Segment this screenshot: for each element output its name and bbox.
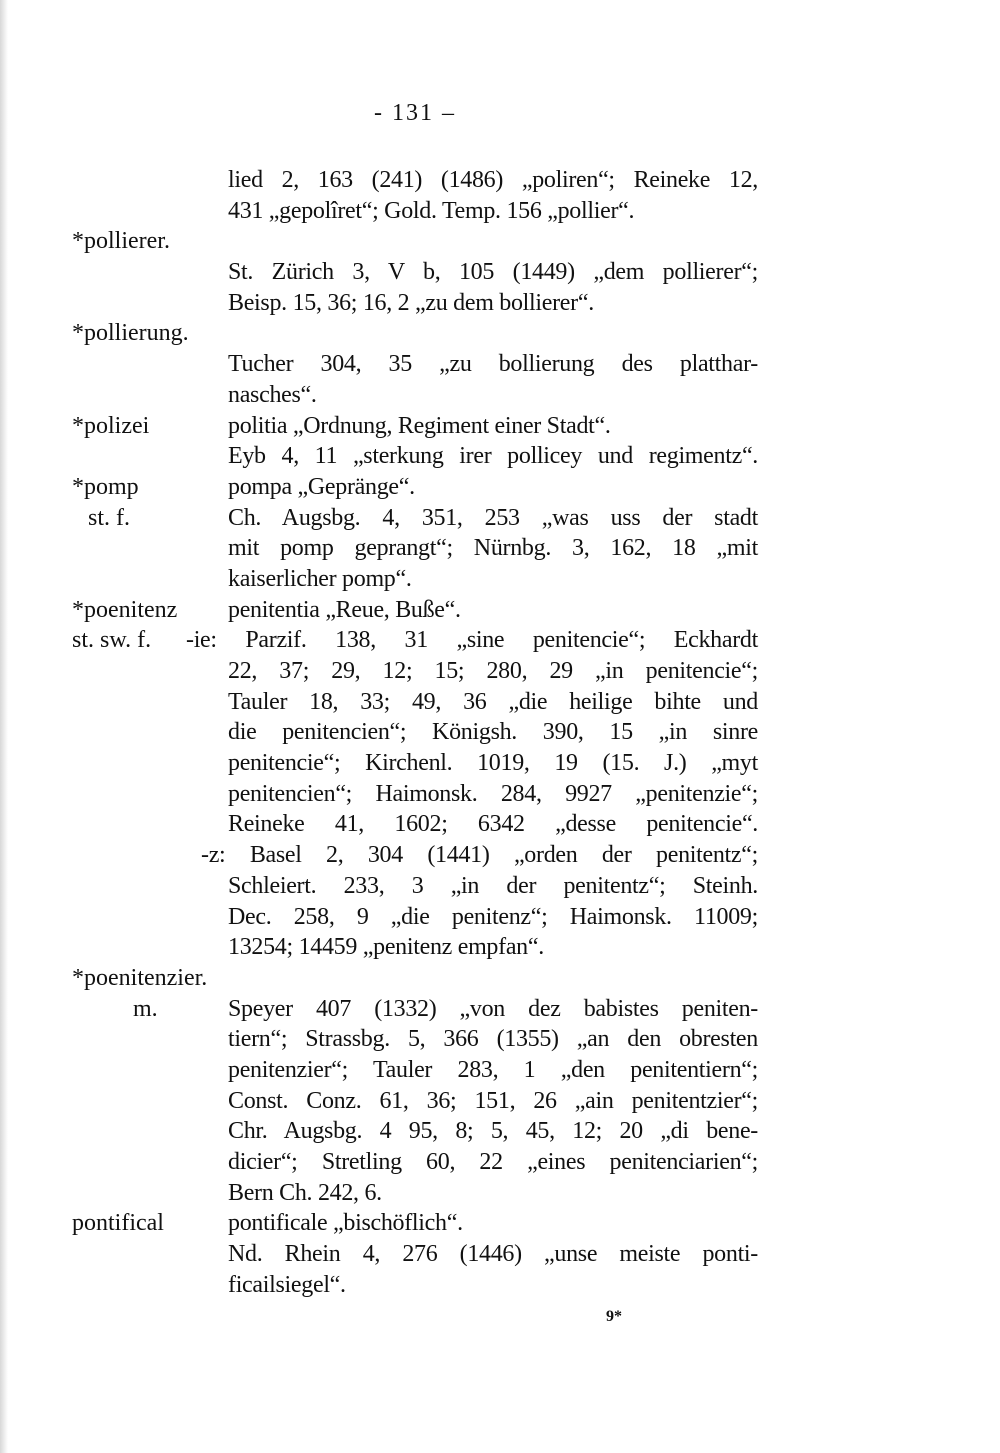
text-line (0, 994, 1000, 1025)
entry-text: pontificale „bischöflich“. (228, 1210, 463, 1237)
text-line (0, 441, 1000, 472)
entry-text: Speyer 407 (1332) „von dez babistes peniten- (228, 995, 758, 1022)
entry-text: Tauler 18, 33; 49, 36 „die heilige bihte und (228, 688, 758, 715)
text-line (0, 932, 1000, 963)
text-line (0, 1024, 1000, 1055)
text-line (0, 1086, 1000, 1117)
dictionary-entries (0, 165, 1000, 1300)
text-line (0, 902, 1000, 933)
text-line (0, 288, 1000, 319)
entry-text: penitencie“; Kirchenl. 1019, 19 (15. J.) „myt (228, 750, 758, 777)
headword: st. f. (88, 504, 130, 531)
entry-text: pompa „Gepränge“. (228, 473, 415, 500)
entry-text: Const. Conz. 61, 36; 151, 26 „ain penitentzier“; (228, 1087, 758, 1114)
headword: pontifical (72, 1210, 164, 1237)
entry-text: die penitencien“; Königsh. 390, 15 „in sinre (228, 719, 758, 746)
text-line (0, 1239, 1000, 1270)
entry-text: 431 „gepolîret“; Gold. Temp. 156 „pollier“. (228, 197, 635, 224)
entry-text: Nd. Rhein 4, 276 (1446) „unse meiste ponti- (228, 1241, 758, 1268)
entry-text: 13254; 14459 „penitenz empfan“. (228, 934, 544, 961)
headword: m. (133, 995, 158, 1022)
entry-text: Dec. 258, 9 „die penitenz“; Haimonsk. 11009; (228, 903, 758, 930)
entry-text: Chr. Augsbg. 4 95, 8; 5, 45, 12; 20 „di bene- (228, 1118, 758, 1145)
entry-text: penitentia „Reue, Buße“. (228, 596, 461, 623)
text-line (0, 380, 1000, 411)
entry-text: Beisp. 15, 36; 16, 2 „zu dem bollierer“. (228, 289, 594, 316)
entry-text: Bern Ch. 242, 6. (228, 1179, 382, 1206)
text-line (0, 411, 1000, 442)
entry-text: mit pomp geprangt“; Nürnbg. 3, 162, 18 „mit (228, 535, 758, 562)
headword: *poenitenzier. (72, 964, 208, 991)
text-line (0, 503, 1000, 534)
entry-text: dicier“; Stretling 60, 22 „eines penitenciarien“; (228, 1149, 758, 1175)
text-line (0, 1208, 1000, 1239)
headword: *pollierung. (72, 320, 189, 347)
text-line (0, 1116, 1000, 1147)
headword: *poenitenz (72, 596, 178, 623)
text-line (0, 1055, 1000, 1086)
entry-text: Reineke 41, 1602; 6342 „desse penitencie“. (228, 811, 758, 838)
page-number: - 131 – (374, 100, 456, 126)
entry-text: 22, 37; 29, 12; 15; 280, 29 „in penitencie“; (228, 658, 758, 684)
text-line (0, 165, 1000, 196)
text-line (0, 564, 1000, 595)
text-line (0, 779, 1000, 810)
text-line (0, 257, 1000, 288)
text-line (0, 533, 1000, 564)
text-line (0, 840, 1000, 871)
entry-text: penitenzier“; Tauler 283, 1 „den penitentiern“; (228, 1056, 758, 1083)
signature-mark: 9* (606, 1308, 622, 1325)
entry-text: kaiserlicher pomp“. (228, 565, 412, 592)
headword: *pollierer. (72, 228, 170, 255)
text-line (0, 472, 1000, 503)
entry-text: ficailsiegel“. (228, 1271, 346, 1298)
entry-text: Tucher 304, 35 „zu bollierung des platthar- (228, 351, 758, 378)
entry-text: nasches“. (228, 381, 317, 408)
entry-text: tiern“; Strassbg. 5, 366 (1355) „an den obresten (228, 1026, 758, 1053)
text-line (0, 1147, 1000, 1178)
headword: *pomp (72, 473, 139, 500)
text-line (0, 196, 1000, 227)
text-line (0, 595, 1000, 626)
text-line (0, 809, 1000, 840)
entry-text: Eyb 4, 11 „sterkung irer pollicey und regimentz“. (228, 443, 758, 470)
text-line (0, 226, 1000, 257)
entry-text: politia „Ordnung, Regiment einer Stadt“. (228, 412, 611, 439)
text-line (0, 717, 1000, 748)
text-line (0, 1178, 1000, 1209)
entry-text: -ie: Parzif. 138, 31 „sine penitencie“; Eckhardt (186, 627, 758, 654)
entry-text: penitencien“; Haimonsk. 284, 9927 „penitenzie“; (228, 780, 758, 807)
text-line (0, 687, 1000, 718)
headword: *polizei (72, 412, 150, 439)
entry-text: -z: Basel 2, 304 (1441) „orden der penitentz“; (201, 842, 758, 869)
entry-text: St. Zürich 3, V b, 105 (1449) „dem pollierer“; (228, 259, 758, 286)
entry-text: Schleiert. 233, 3 „in der penitentz“; Steinh. (228, 872, 758, 899)
text-line (0, 625, 1000, 656)
headword: st. sw. f. (72, 627, 152, 654)
text-line (0, 1270, 1000, 1301)
text-line (0, 656, 1000, 687)
text-line (0, 963, 1000, 994)
text-line (0, 318, 1000, 349)
text-line (0, 349, 1000, 380)
entry-text: lied 2, 163 (241) (1486) „poliren“; Reineke 12, (228, 167, 758, 193)
text-line (0, 748, 1000, 779)
entry-text: Ch. Augsbg. 4, 351, 253 „was uss der stadt (228, 504, 758, 531)
text-line (0, 871, 1000, 902)
